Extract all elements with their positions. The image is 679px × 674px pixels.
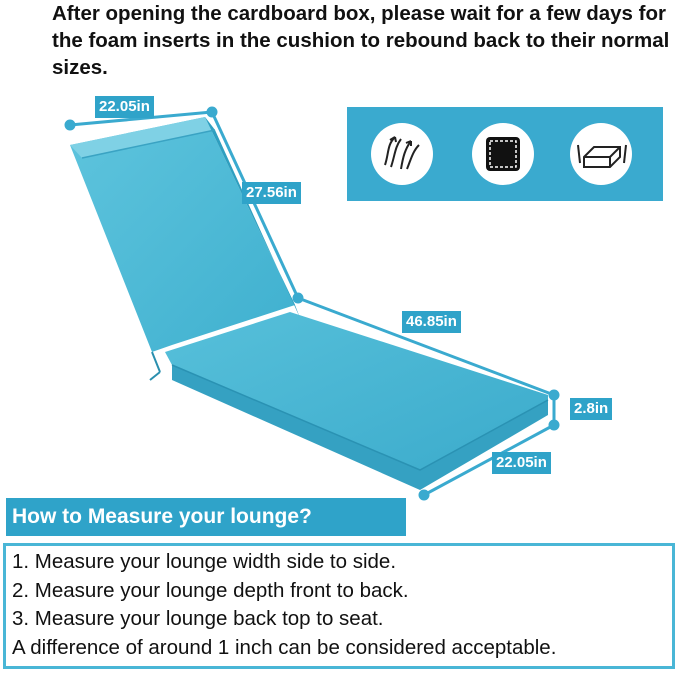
step-2: 2. Measure your lounge depth front to back. [12,578,409,602]
thickness-label: 2.8in [570,398,612,420]
seat-width-label: 22.05in [492,452,551,474]
cushion-thickness-icon [570,123,632,185]
stitched-square-cushion-icon [472,123,534,185]
step-3: 3. Measure your lounge back top to seat. [12,607,384,630]
features-panel [347,107,663,201]
seat-length-label: 46.85in [402,311,461,333]
back-length-label: 27.56in [242,182,301,204]
back-width-label: 22.05in [95,96,154,118]
seat-cushion [150,312,548,490]
step-1: 1. Measure your lounge width side to side. [12,550,397,573]
foam-rebound-icon [371,123,433,185]
intro-text: After opening the cardboard box, please wait for a few days for the foam inserts in the cushion to rebound back to their normal sizes. [52,2,670,79]
how-to-measure-title: How to Measure your lounge? [6,498,406,536]
tolerance-note: A difference of around 1 inch can be considered acceptable. [12,635,557,659]
back-cushion [70,117,300,352]
measure-steps-box [3,543,675,669]
